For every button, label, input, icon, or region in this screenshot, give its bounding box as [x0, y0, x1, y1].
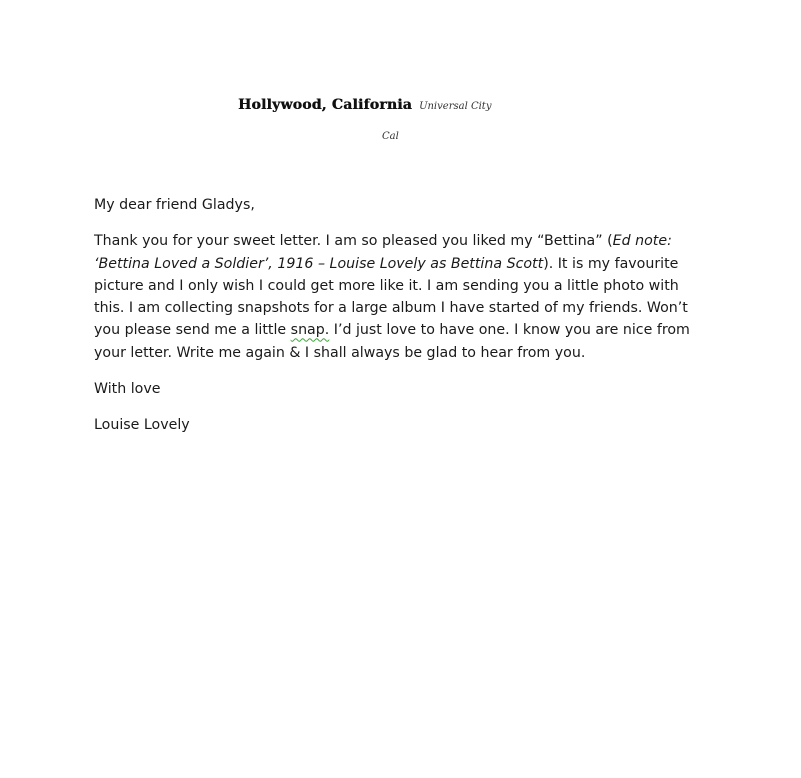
- letterhead-studio: Universal City: [419, 101, 492, 112]
- spellcheck-flagged-word: snap.: [290, 322, 330, 339]
- paragraph-text-3: I’d just love to have one. I know you are nice from your letter. Write me again & I shall always be glad to hear from you.: [94, 322, 690, 361]
- letterhead-place: Hollywood, California: [238, 97, 412, 113]
- salutation: My dear friend Gladys,: [94, 197, 255, 213]
- letter-paragraph: [94, 230, 704, 364]
- signature: Louise Lovely: [94, 417, 190, 434]
- letterhead: [238, 94, 491, 113]
- paragraph-text-2: ). It is my favourite picture and I only wish I could get more like it. I am sending you a little photo with this. I am collecting snapshots for a large album I have started of my friends. Won’t you please send me a little: [94, 255, 688, 339]
- editor-note: Ed note: ‘Bettina Loved a Soldier’, 1916 – Louise Lovely as Bettina Scott: [94, 233, 672, 272]
- paragraph-text-1: Thank you for your sweet letter. I am so pleased you liked my “Bettina” (: [94, 233, 613, 250]
- letter-body: [94, 194, 704, 437]
- letterhead-state: Cal: [382, 131, 399, 142]
- closing: With love: [94, 381, 161, 398]
